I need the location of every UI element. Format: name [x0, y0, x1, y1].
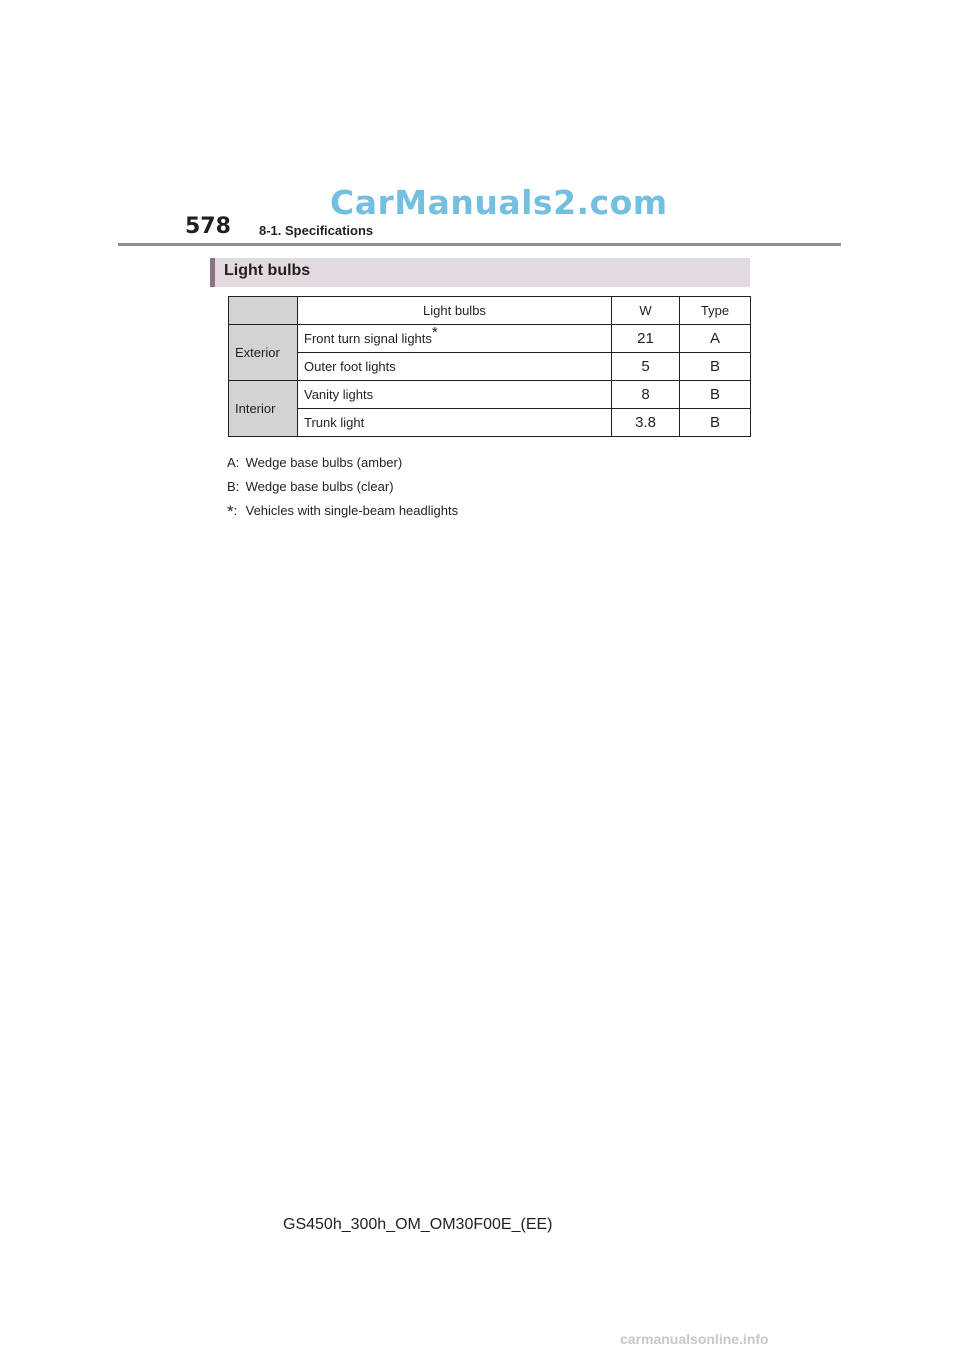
footnote-key — [227, 499, 242, 524]
bulb-name-cell: Vanity lights — [298, 381, 612, 409]
document-code-footer: GS450h_300h_OM_OM30F00E_(EE) — [283, 1216, 553, 1233]
header-corner-cell — [229, 297, 298, 325]
section-heading-bar — [210, 258, 750, 287]
section-title: 8-1. Specifications — [259, 223, 374, 238]
group-label-interior: Interior — [229, 381, 298, 437]
watermark-logo-top: CarManuals2.com — [330, 183, 668, 222]
wattage-cell: 21 — [612, 325, 680, 353]
type-cell: B — [680, 381, 751, 409]
bulb-name-cell: Trunk light — [298, 409, 612, 437]
bulb-name-cell — [298, 325, 612, 353]
footnote-star-symbol: * — [227, 502, 234, 521]
page-number: 578 — [185, 214, 231, 239]
bulb-name: Front turn signal lights — [304, 331, 432, 346]
wattage-cell: 5 — [612, 353, 680, 381]
footnote-separator: : — [233, 503, 238, 518]
footnote-star: * — [431, 324, 438, 341]
header-divider — [118, 243, 841, 246]
footnote-a — [227, 451, 458, 475]
header-w: W — [612, 297, 680, 325]
bulb-name-cell: Outer foot lights — [298, 353, 612, 381]
watermark-logo-bottom: carmanualsonline.info — [620, 1331, 769, 1347]
type-cell: B — [680, 409, 751, 437]
footnote-star-note — [227, 499, 458, 524]
footnotes — [227, 451, 458, 524]
footnote-key: A: — [227, 455, 240, 470]
header-light-bulbs: Light bulbs — [298, 297, 612, 325]
section-heading: Light bulbs — [224, 262, 311, 279]
table-row — [229, 381, 751, 409]
table-row — [229, 409, 751, 437]
header-type: Type — [680, 297, 751, 325]
wattage-cell: 8 — [612, 381, 680, 409]
table-row — [229, 325, 751, 353]
wattage-cell: 3.8 — [612, 409, 680, 437]
type-cell: A — [680, 325, 751, 353]
table-row — [229, 353, 751, 381]
type-cell: B — [680, 353, 751, 381]
group-label-exterior: Exterior — [229, 325, 298, 381]
footnote-b — [227, 475, 458, 499]
footnote-text: Wedge base bulbs (amber) — [245, 455, 403, 470]
table-header-row — [229, 297, 751, 325]
footnote-key: B: — [227, 479, 240, 494]
light-bulbs-table — [228, 296, 751, 437]
footnote-text: Wedge base bulbs (clear) — [245, 479, 394, 494]
footnote-text: Vehicles with single-beam headlights — [245, 503, 459, 518]
